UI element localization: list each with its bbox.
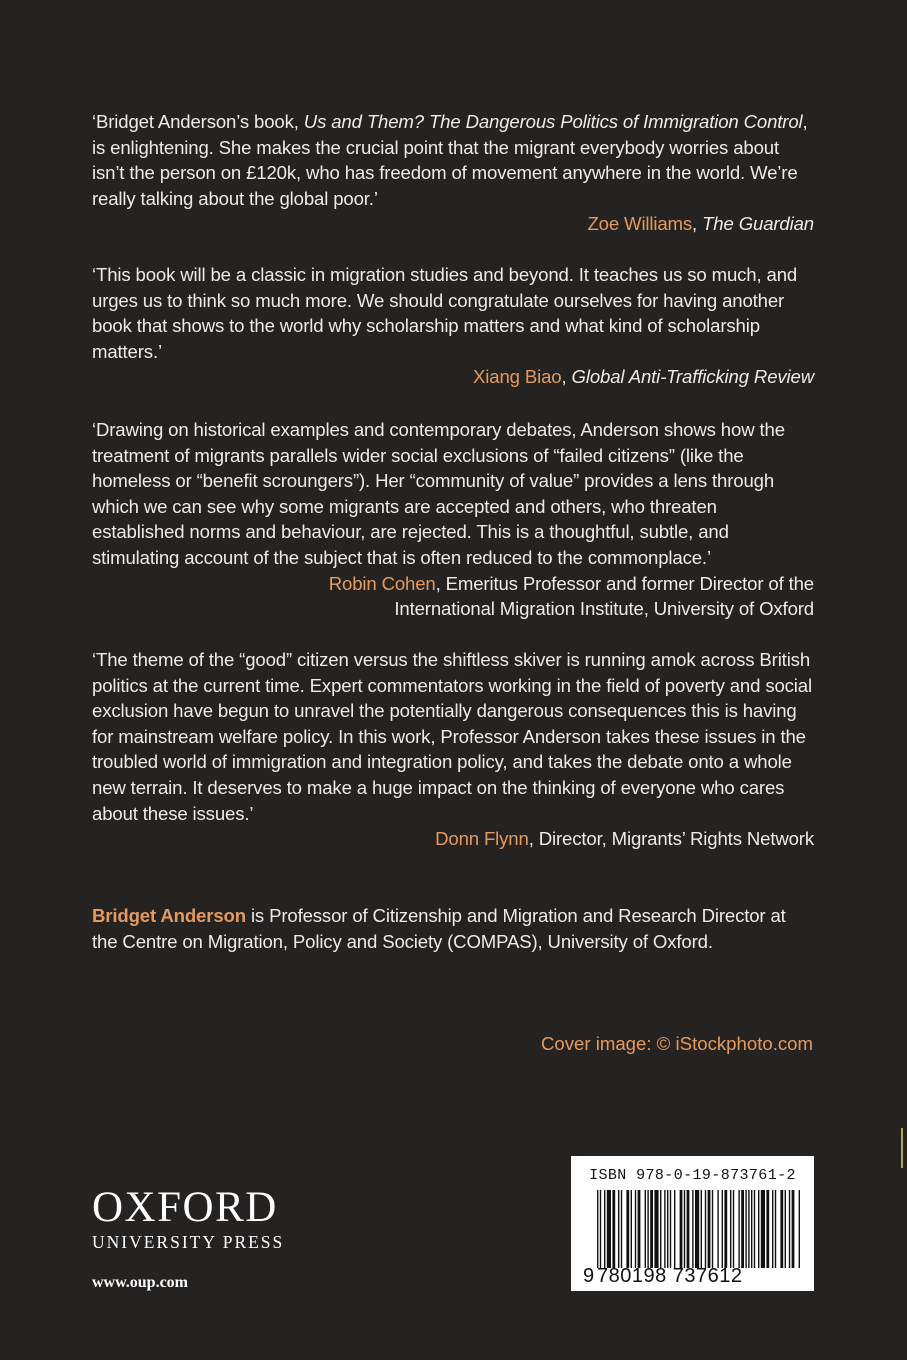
barcode-bar bbox=[766, 1190, 769, 1268]
quote-attribution: Zoe Williams, The Guardian bbox=[587, 213, 814, 235]
barcode-bar bbox=[607, 1190, 611, 1268]
barcode-bar bbox=[612, 1190, 615, 1268]
barcode-bar bbox=[618, 1190, 619, 1268]
barcode-bar bbox=[684, 1190, 685, 1268]
barcode-bar bbox=[654, 1190, 658, 1268]
barcode-digits: 9 780198 737612 bbox=[583, 1265, 743, 1287]
barcode-bar bbox=[712, 1190, 713, 1268]
barcode-bar bbox=[597, 1190, 598, 1268]
cover-image-credit: Cover image: © iStockphoto.com bbox=[540, 1033, 813, 1054]
barcode-bar bbox=[733, 1190, 734, 1268]
barcode-bar bbox=[635, 1190, 636, 1268]
quote-attribution bbox=[92, 826, 814, 852]
barcode-bar bbox=[680, 1190, 683, 1268]
barcode-bar bbox=[724, 1190, 727, 1268]
barcode-bar bbox=[730, 1190, 731, 1268]
isbn-barcode bbox=[571, 1156, 814, 1291]
review-quote-2 bbox=[92, 262, 814, 390]
barcode-bar bbox=[717, 1190, 718, 1268]
quote-text: ‘Drawing on historical examples and contemporary debates, Anderson shows how the treatment of migrants parallels wider social exclusions of “failed citizens” (like the homeless or “benefit scroungers”). Her “community of value” provides a lens through which we can see why some migrants are accepted and others, who threaten established norms and behaviour, are rejected. This is a thoughtful, subtle, and stimulating account of the subject that is often reduced to the commonplace.’ bbox=[92, 419, 785, 568]
quote-attribution: Xiang Biao, Global Anti-Trafficking Review bbox=[473, 366, 814, 388]
reviewer-name: Zoe Williams bbox=[587, 213, 693, 235]
author-name: Bridget Anderson bbox=[92, 905, 246, 926]
reviewer-role-continued: International Migration Institute, University of Oxford bbox=[394, 598, 814, 620]
author-bio bbox=[92, 903, 814, 955]
barcode-bar bbox=[789, 1190, 790, 1268]
barcode-bar bbox=[695, 1190, 699, 1268]
reviewer-name: Robin Cohen bbox=[328, 572, 436, 594]
barcode-bar bbox=[738, 1190, 739, 1268]
barcode-bar bbox=[754, 1190, 755, 1268]
quote-text: ‘This book will be a classic in migration studies and beyond. It teaches us so much, and urges us to think so much more. We should congratulate ourselves for having another book that shows to the world why scholarship matters and what kind of scholarship matters.’ bbox=[92, 264, 798, 362]
reviewer-name: Xiang Biao bbox=[473, 366, 562, 388]
publication-name: The Guardian bbox=[702, 213, 814, 235]
barcode-bar bbox=[650, 1190, 653, 1268]
barcode-bar bbox=[692, 1190, 693, 1268]
reviewer-role: , Emeritus Professor and former Director of the bbox=[435, 572, 814, 594]
barcode-bar bbox=[708, 1190, 711, 1268]
barcode-bar bbox=[667, 1190, 668, 1268]
barcode-bar bbox=[785, 1190, 786, 1268]
barcode-bar bbox=[792, 1190, 795, 1268]
publication-name: Global Anti-Trafficking Review bbox=[571, 366, 814, 388]
barcode-bar bbox=[761, 1190, 765, 1268]
quote-text: ‘The theme of the “good” citizen versus the shiftless skiver is running amok across British politics at the current time. Expert commentators working in the field of poverty and social exclusion have begun to unravel the potentially dangerous consequences this is having for mainstream welfare policy. In this work, Professor Anderson takes these issues in the troubled world of immigration and integration policy, and takes the debate onto a whole new terrain. It deserves to make a huge impact on the thinking of everyone who cares about these issues.’ bbox=[92, 649, 812, 824]
barcode-bar bbox=[705, 1190, 706, 1268]
barcode-bar bbox=[722, 1190, 723, 1268]
barcode-bar bbox=[600, 1190, 601, 1268]
barcode-bar bbox=[674, 1190, 675, 1268]
barcode-bar bbox=[751, 1190, 752, 1268]
review-quote-1 bbox=[92, 109, 814, 237]
publisher-url: www.oup.com bbox=[92, 1274, 189, 1291]
barcode-bar bbox=[748, 1190, 749, 1268]
barcode-bar bbox=[799, 1190, 800, 1268]
barcode-bar bbox=[780, 1190, 783, 1268]
quote-attribution bbox=[92, 571, 814, 622]
isbn-label: ISBN 978-0-19-873761-2 bbox=[589, 1167, 796, 1184]
barcode-bar bbox=[645, 1190, 646, 1268]
barcode-bar bbox=[638, 1190, 641, 1268]
barcode-bars bbox=[583, 1190, 802, 1268]
oxford-logo bbox=[92, 1186, 284, 1253]
barcode-bar bbox=[687, 1190, 690, 1268]
author-bio-text: is Professor of Citizenship and Migration and Research Director at the Centre on Migration, Policy and Society (COMPAS), University of Oxford. bbox=[92, 905, 786, 952]
barcode-bar bbox=[647, 1190, 648, 1268]
barcode-bar bbox=[701, 1190, 702, 1268]
barcode-bar bbox=[604, 1190, 605, 1268]
publisher-name: OXFORD bbox=[92, 1184, 278, 1231]
quote-text: ‘Bridget Anderson’s book, Us and Them? The Dangerous Politics of Immigration Control, is enlightening. She makes the crucial point that the migrant everybody worries about isn’t the person on £120k, who has freedom of movement anywhere in the world. We’re really talking about the global poor.’ bbox=[92, 111, 808, 209]
barcode-bar bbox=[741, 1190, 744, 1268]
barcode-bar bbox=[664, 1190, 665, 1268]
review-quote-4 bbox=[92, 647, 814, 852]
barcode-bar bbox=[772, 1190, 773, 1268]
edge-mark bbox=[901, 1128, 903, 1168]
reviewer-role: , Director, Migrants’ Rights Network bbox=[528, 828, 814, 850]
barcode-bar bbox=[626, 1190, 629, 1268]
barcode-bar bbox=[745, 1190, 746, 1268]
book-title: Us and Them? The Dangerous Politics of Immigration Control bbox=[303, 111, 803, 132]
review-quote-3 bbox=[92, 417, 814, 622]
barcode-bar bbox=[631, 1190, 632, 1268]
barcode-bar bbox=[775, 1190, 776, 1268]
barcode-bar bbox=[660, 1190, 661, 1268]
publisher-subtitle: UNIVERSITY PRESS bbox=[92, 1232, 285, 1252]
reviewer-name: Donn Flynn bbox=[435, 828, 529, 850]
barcode-bar bbox=[758, 1190, 759, 1268]
barcode-bar bbox=[621, 1190, 622, 1268]
barcode-bar bbox=[670, 1190, 671, 1268]
